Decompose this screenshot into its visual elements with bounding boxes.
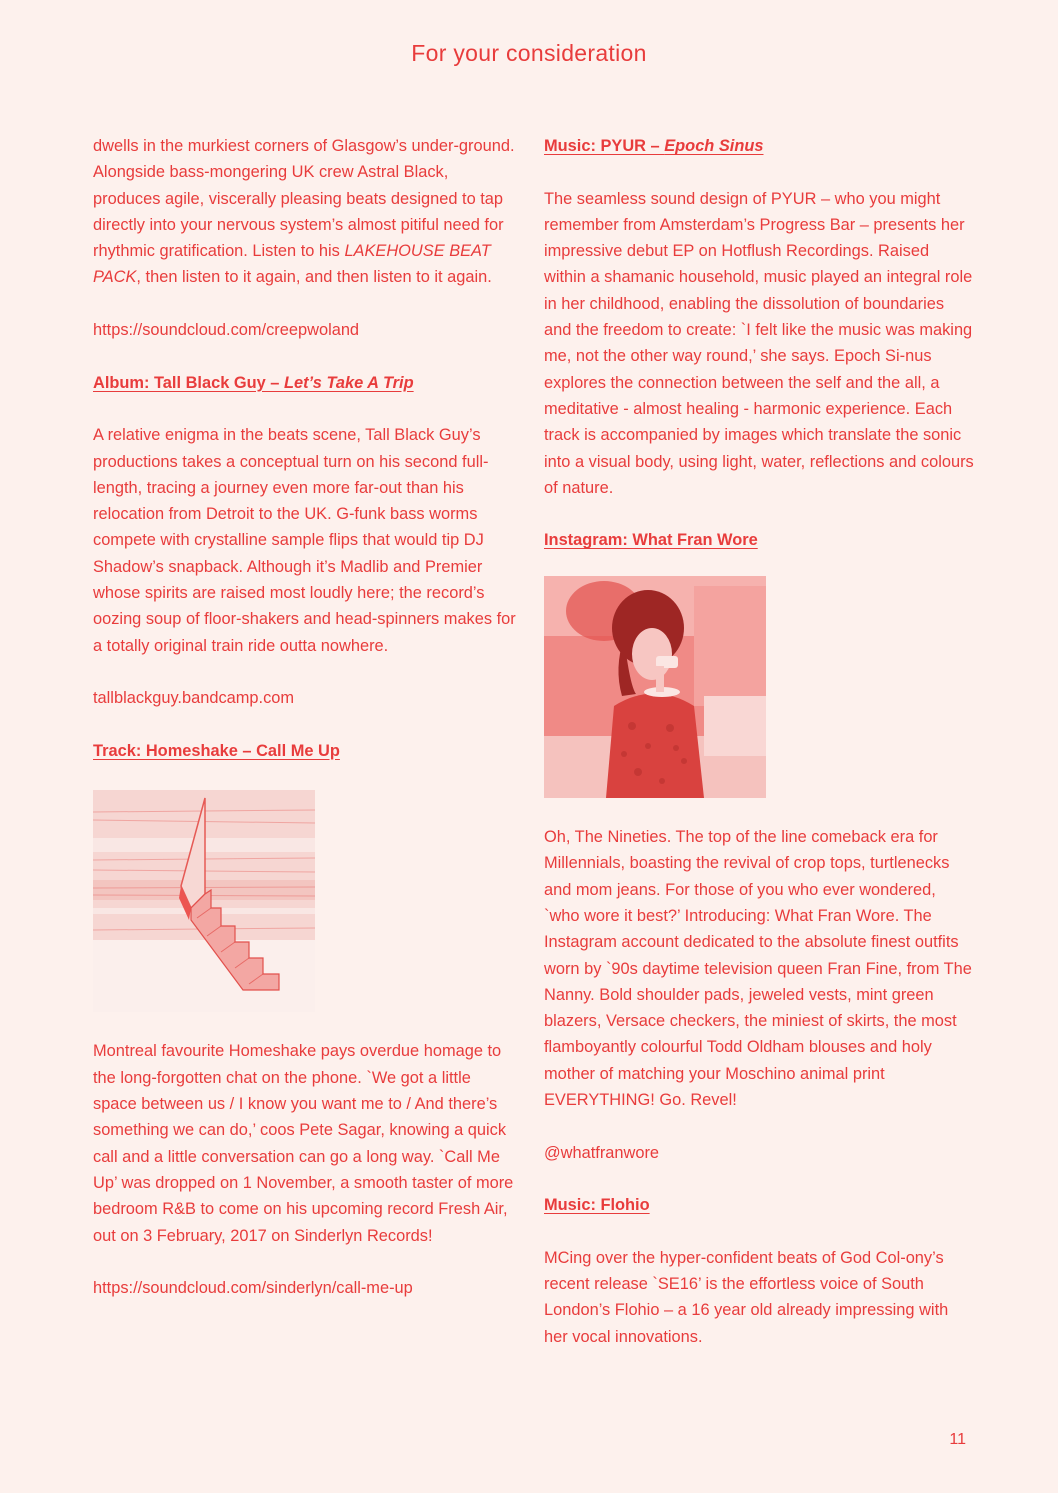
- album-link[interactable]: tallblackguy.bandcamp.com: [93, 689, 295, 708]
- fran-fine-photo: [544, 576, 766, 798]
- album-paragraph: A relative enigma in the beats scene, Tall Black Guy’s productions takes a conceptual turn on his second full-length, tracing a journey even more far-out than his relocation from Detroit to the UK. G-funk bass worms compete with crystalline sample flips that would tip DJ Shadow’s snapback. Although it’s Madlib and Premier whose spirits are raised most loudly here; the record’s oozing soup of floor-shakers and head-spinners makes for a totally original train ride outta nowhere.: [93, 426, 516, 655]
- page-title: For your consideration: [411, 40, 647, 66]
- right-column: [544, 133, 974, 1376]
- instagram-paragraph: Oh, The Nineties. The top of the line comeback era for Millennials, boasting the revival of crop tops, turtlenecks and mom jeans. For those of you who ever wondered, `who wore it best?’ Introducing: What Fran Wore. The Instagram account dedicated to the absolute finest outfits worn by `90s daytime television queen Fran Fine, from The Nanny. Bold shoulder pads, jeweled vests, mint green blazers, Versace checkers, the miniest of skirts, the most flamboyantly colourful Todd Oldham blouses and holy mother of matching your Moschino animal print EVERYTHING! Go. Revel!: [544, 828, 972, 1110]
- album-heading: Album: Tall Black Guy – Let’s Take A Trip: [93, 373, 414, 392]
- page-number: 11: [949, 1431, 966, 1448]
- intro-paragraph: dwells in the murkiest corners of Glasgow’s under-ground. Alongside bass-mongering UK crew Astral Black, produces agile, viscerally pleasing beats designed to tap directly into your nervous system’s almost pitiful need for rhythmic gratification. Listen to his LAKEHOUSE BEAT PACK, then listen to it again, and then listen to it again.: [93, 137, 515, 287]
- intro-link[interactable]: https://soundcloud.com/creepwoland: [93, 321, 360, 340]
- homeshake-cover-image: [93, 790, 315, 1012]
- track-link[interactable]: https://soundcloud.com/sinderlyn/call-me-up: [93, 1279, 413, 1298]
- left-column: [93, 133, 518, 1328]
- track-paragraph: Montreal favourite Homeshake pays overdue homage to the long-forgotten chat on the phone. `We got a little space between us / I know you want me to / And there’s something we can do,’ coos Pete Sagar, knowing a quick call and a little conversation can go a long way. `Call Me Up’ was dropped on 1 November, a smooth taster of more bedroom R&B to come on his upcoming record Fresh Air, out on 3 February, 2017 on Sinderlyn Records!: [93, 1042, 514, 1245]
- music-pyur-heading: Music: PYUR – Epoch Sinus: [544, 137, 764, 155]
- music-flohio-paragraph: MCing over the hyper-confident beats of God Col-ony’s recent release `SE16’ is the effortless voice of South London’s Flohio – a 16 year old already impressing with her vocal innovations.: [544, 1248, 949, 1346]
- instagram-handle[interactable]: @whatfranwore: [544, 1143, 660, 1162]
- music-flohio-heading: Music: Flohio: [544, 1196, 650, 1215]
- instagram-heading: Instagram: What Fran Wore: [544, 531, 758, 550]
- music-pyur-paragraph: The seamless sound design of PYUR – who you might remember from Amsterdam’s Progress Bar – presents her impressive debut EP on Hotflush Recordings. Raised within a shamanic household, music played an integral role in her childhood, enabling the dissolution of boundaries and the freedom to create: `I felt like the music was making me, not the other way round,’ she says. Epoch Si-nus explores the connection between the self and the all, a meditative - almost healing - harmonic experience. Each track is accompanied by images which translate the sonic into a visual body, using light, water, reflections and colours of nature.: [544, 189, 974, 497]
- track-heading: Track: Homeshake – Call Me Up: [93, 741, 340, 760]
